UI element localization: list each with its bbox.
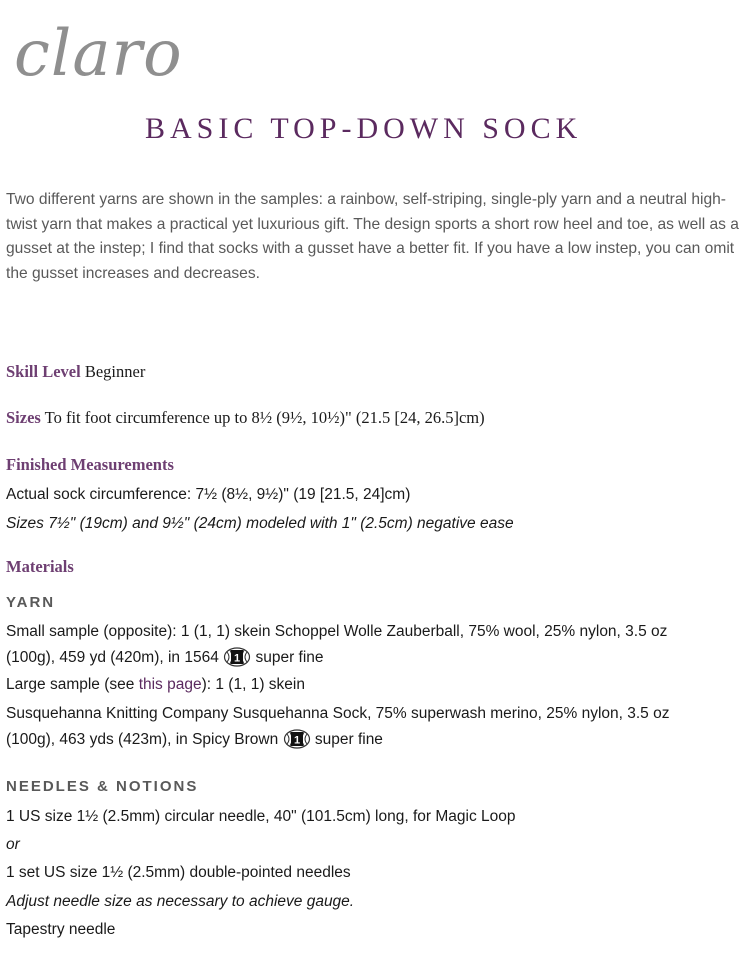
yarn-small-sample-weight: (100g), 459 yd (420m), in 1564 [6, 649, 219, 666]
skill-level-row [6, 362, 145, 382]
yarn-small-sample-line2 [6, 647, 324, 667]
skill-level-value: Beginner [84, 362, 146, 381]
sizes-value: To fit foot circumference up to 8½ (9½, 10½)" (21.5 [24, 26.5]cm) [44, 408, 485, 427]
yarn-large-sample-weight: (100g), 463 yds (423m), in Spicy Brown [6, 731, 279, 748]
yarn-large-sample-suffix: ): 1 (1, 1) skein [201, 676, 305, 693]
intro-paragraph: Two different yarns are shown in the samples: a rainbow, self-striping, single-ply yarn and a neutral high-twist yarn that makes a practical yet luxurious gift. The design sports a short row heel and toe, as well as a gusset at the instep; I find that socks with a gusset have a better fit. If you have a low instep, you can omit the gusset increases and decreases. [6, 191, 739, 282]
needles-gauge-note: Adjust needle size as necessary to achieve gauge. [6, 893, 355, 910]
brand-logo: claro [14, 17, 183, 91]
yarn-large-sample-prefix: Large sample (see [6, 676, 135, 693]
page-title: BASIC TOP-DOWN SOCK [145, 112, 583, 145]
needles-dpn: 1 set US size 1½ (2.5mm) double-pointed needles [6, 864, 351, 881]
yarn-weight-icon [283, 729, 311, 749]
svg-text:1: 1 [234, 652, 241, 665]
yarn-heading: YARN [6, 594, 56, 611]
yarn-small-sample-superfine: super fine [255, 649, 324, 666]
tapestry-needle: Tapestry needle [6, 921, 116, 938]
yarn-large-sample-line [6, 676, 305, 694]
yarn-small-sample-line1: Small sample (opposite): 1 (1, 1) skein Schoppel Wolle Zauberball, 75% wool, 25% nylon, 3.5 oz [6, 623, 668, 640]
sizes-row [6, 408, 485, 428]
sizes-label: Sizes [6, 408, 41, 427]
skill-level-label: Skill Level [6, 362, 81, 381]
yarn-weight-icon [223, 647, 251, 667]
needles-circular: 1 US size 1½ (2.5mm) circular needle, 40" (101.5cm) long, for Magic Loop [6, 808, 516, 825]
needles-heading: NEEDLES & NOTIONS [6, 778, 199, 795]
yarn-large-sample-detail2 [6, 729, 383, 749]
svg-text:1: 1 [293, 734, 300, 747]
finished-circumference: Actual sock circumference: 7½ (8½, 9½)" (19 [21.5, 24]cm) [6, 486, 411, 503]
materials-heading: Materials [6, 557, 74, 576]
needles-or: or [6, 836, 20, 853]
finished-measurements-heading: Finished Measurements [6, 455, 174, 474]
yarn-large-sample-superfine: super fine [314, 731, 383, 748]
yarn-large-sample-detail1: Susquehanna Knitting Company Susquehanna Sock, 75% superwash merino, 25% nylon, 3.5 oz [6, 705, 670, 722]
this-page-link[interactable]: this page [138, 676, 202, 693]
finished-modeled-note: Sizes 7½" (19cm) and 9½" (24cm) modeled with 1" (2.5cm) negative ease [6, 515, 514, 532]
